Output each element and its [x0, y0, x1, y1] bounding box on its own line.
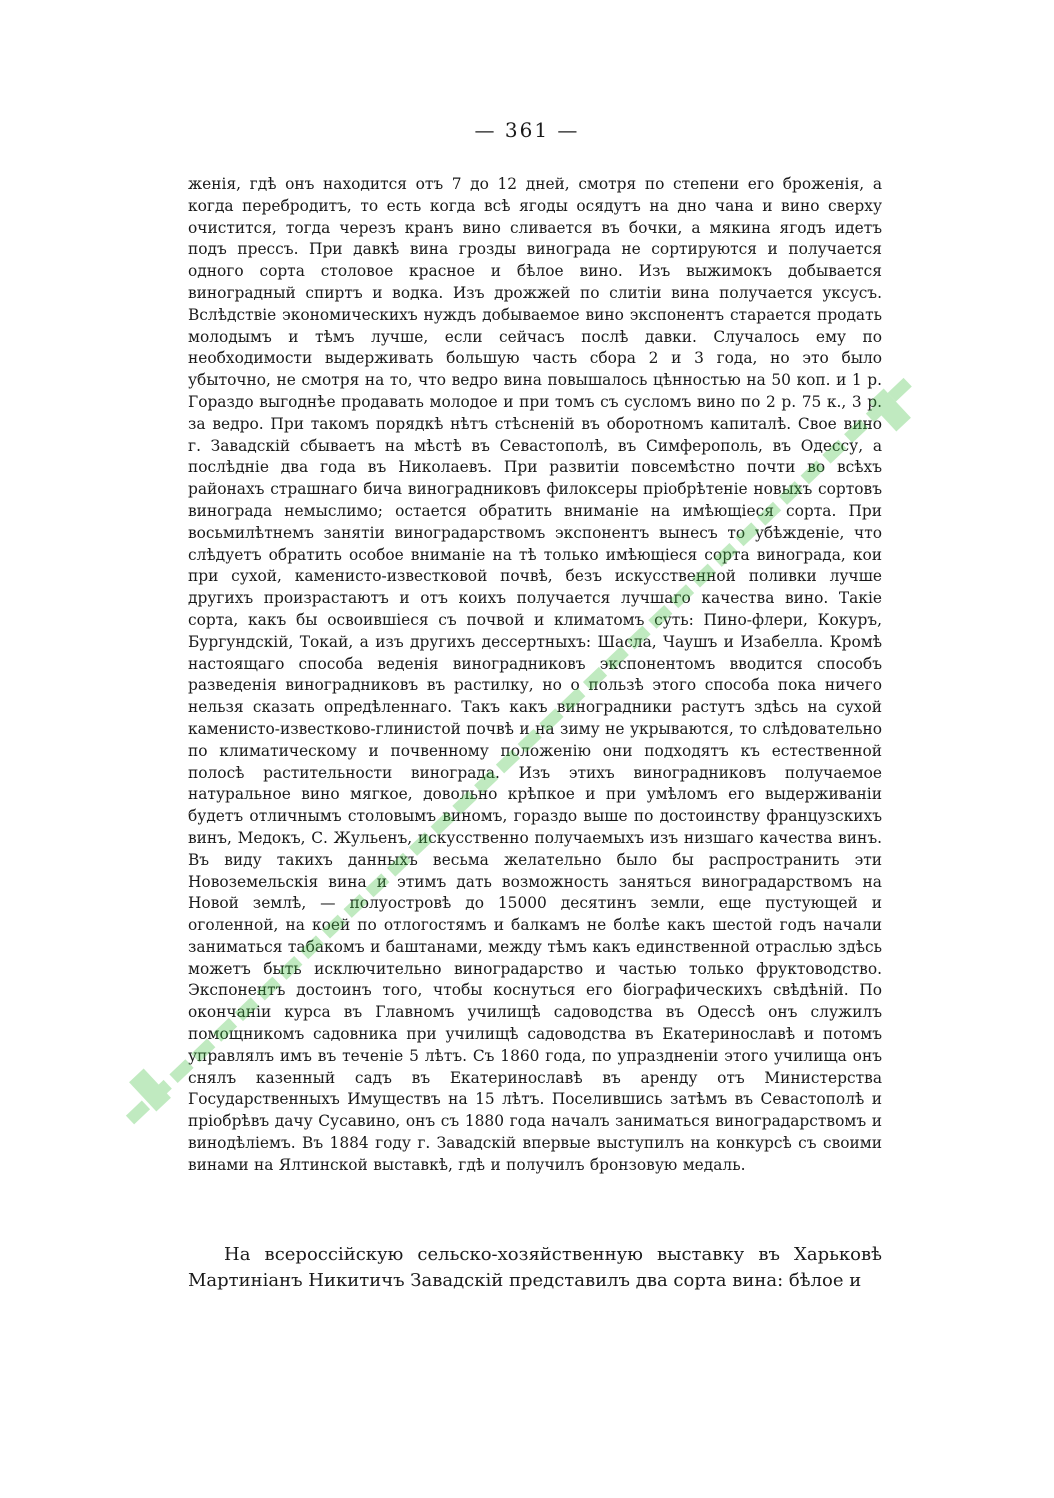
main-paragraph: женія, гдѣ онъ находится отъ 7 до 12 дней, смотря по степени его броженія, а когда перебродитъ, то есть когда всѣ ягоды осядутъ на дно чана и вино сверху очистится, тогда черезъ кранъ вино сливается въ бочки, а мякина ягодъ идетъ подъ прессъ. При давкѣ вина грозды винограда не сортируются и получается одного сорта столовое красное и бѣлое вино. Изъ выжимокъ добывается виноградный спиртъ и водка. Изъ дрожжей по слитіи вина получается уксусъ. Вслѣдствіе экономическихъ нуждъ добываемое вино экспонентъ старается продать молодымъ и тѣмъ лучше, если сейчасъ послѣ давки. Случалось ему по необходимости выдерживать большую часть сбора 2 и 3 года, но это было убыточно, не смотря на то, что ведро вина повышалось цѣнностью на 50 коп. и 1 р. Гораздо выгоднѣе продавать молодое и при томъ съ сусломъ вино по 2 р. 75 к., 3 р. за ведро. При такомъ порядкѣ нѣтъ стѣсненій въ оборотномъ капиталѣ. Свое вино г. Завадскій сбываетъ на мѣстѣ въ Севастополѣ, въ Симферополь, въ Одессу, а послѣдніе два года въ Николаевъ. При развитіи повсемѣстно почти во всѣхъ районахъ страшнаго бича виноградниковъ филоксеры пріобрѣтеніе новыхъ сортовъ винограда немыслимо; остается обратить вниманіе на имѣющіеся сорта. При восьмилѣтнемъ занятіи виноградарствомъ экспонентъ вынесъ то убѣжденіе, что слѣдуетъ обратить особое вниманіе на тѣ только имѣющіеся сорта винограда, кои при сухой, каменисто-известковой почвѣ, безъ искусственной поливки лучше другихъ произрастаютъ и отъ коихъ получается лучшаго качества вино. Такіе сорта, какъ бы освоившіеся съ почвой и климатомъ суть: Пино-флери, Кокуръ, Бургундскій, Токай, а изъ другихъ дессертныхъ: Шасла, Чаушъ и Изабелла. Кромѣ настоящаго способа веденія виноградниковъ экспонентомъ вводится способъ разведенія виноградниковъ въ растилку, но о пользѣ этого способа пока ничего нельзя сказать опредѣленнаго. Такъ какъ виноградники растутъ здѣсь на сухой каменисто-известково-глинистой почвѣ и на зиму не укрываются, то слѣдовательно по климатическому и почвенному положенію они подходятъ къ естественной полосѣ растительности винограда. Изъ этихъ виноградниковъ получаемое натуральное вино мягкое, довольно крѣпкое и при умѣломъ его выдерживаніи будетъ отличнымъ столовымъ виномъ, гораздо выше по достоинству французскихъ винъ, Медокъ, С. Жульенъ, искусственно получаемыхъ изъ низшаго качества винъ. Въ виду такихъ данныхъ весьма желательно было бы распространить эти Новоземельскія вина и этимъ дать возможность заняться виноградарствомъ на Новой землѣ, — полуостровѣ до 15000 десятинъ земли, еще пустующей и оголенной, на коей по отлогостямъ и балкамъ не болѣе какъ шестой годъ начали заниматься табакомъ и баштанами, между тѣмъ какъ единственной отраслью здѣсь можетъ быть исключительно виноградарство и частью только фруктоводство. Экспонентъ достоинъ того, чтобы коснуться его біографическихъ свѣдѣній. По окончаніи курса въ Главномъ училищѣ садоводства въ Одессѣ онъ служилъ помощникомъ садовника при училищѣ садоводства въ Екатеринославѣ и потомъ управлялъ имъ въ теченіе 5 лѣтъ. Съ 1860 года, по упраздненіи этого училища онъ снялъ казенный садъ въ Екатеринославѣ въ аренду отъ Министерства Государственныхъ Имуществъ на 15 лѣтъ. Поселившись затѣмъ въ Севастополѣ и пріобрѣвъ дачу Сусавино, онъ съ 1880 года началъ заниматься виноградарствомъ и винодѣліемъ. Въ 1884 году г. Завадскій впервые выступилъ на конкурсѣ съ своими винами на Ялтинской выставкѣ, гдѣ и получилъ бронзовую медаль. — [188, 175, 882, 1174]
page-number: — 361 — — [474, 118, 580, 142]
second-paragraph: На всероссійскую сельско-хозяйственную выставку въ Харьковѣ Мартиніанъ Никитичъ Завадскій представилъ два сорта вина: бѣлое и — [188, 1244, 882, 1291]
